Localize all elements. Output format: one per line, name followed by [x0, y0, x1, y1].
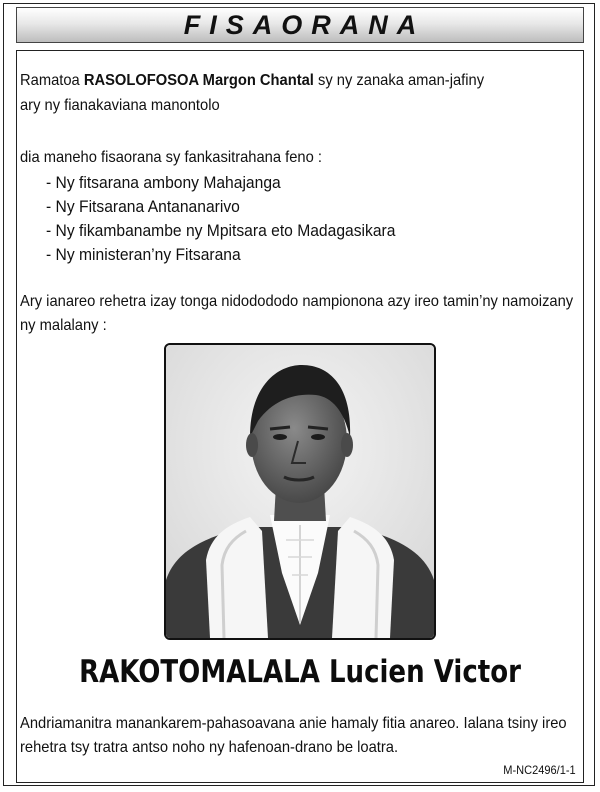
intro-line-2: ary ny fianakaviana manontolo [20, 97, 220, 114]
thanks-list-item: - Ny ministeran’ny Fitsarana [46, 245, 241, 264]
page-title: FISAORANA [183, 9, 426, 40]
portrait-photo [164, 343, 436, 640]
portrait-image [166, 345, 434, 638]
intro-line-1 [20, 71, 484, 91]
bereaved-name: RASOLOFOSOA Margon Chantal [83, 72, 314, 89]
intro-suffix: sy ny zanaka aman-jafiny [313, 72, 485, 89]
header-banner [16, 7, 584, 43]
thanks-lead: dia maneho fisaorana sy fankasitrahana feno : [20, 149, 322, 166]
intro-prefix: Ramatoa [20, 72, 84, 89]
thanks-list-item: - Ny fikambanambe ny Mpitsara eto Madagasikara [46, 221, 396, 240]
closing-line-2: rehetra tsy tratra antso noho ny hafenoan-drano be loatra. [20, 739, 399, 756]
thanks-list-item: - Ny fitsarana ambony Mahajanga [46, 173, 281, 192]
attendance-line-2: ny malalany : [20, 317, 107, 334]
closing-line-1: Andriamanitra manankarem-pahasoavana anie hamaly fitia anareo. Ialana tsiny ireo [20, 715, 567, 732]
attendance-line-1: Ary ianareo rehetra izay tonga nidodododo nampionona azy ireo tamin’ny namoizany [20, 293, 574, 310]
reference-code: M-NC2496/1-1 [503, 763, 576, 777]
thanks-list-item: - Ny Fitsarana Antananarivo [46, 197, 240, 216]
deceased-name: RAKOTOMALALA Lucien Victor [79, 654, 521, 690]
